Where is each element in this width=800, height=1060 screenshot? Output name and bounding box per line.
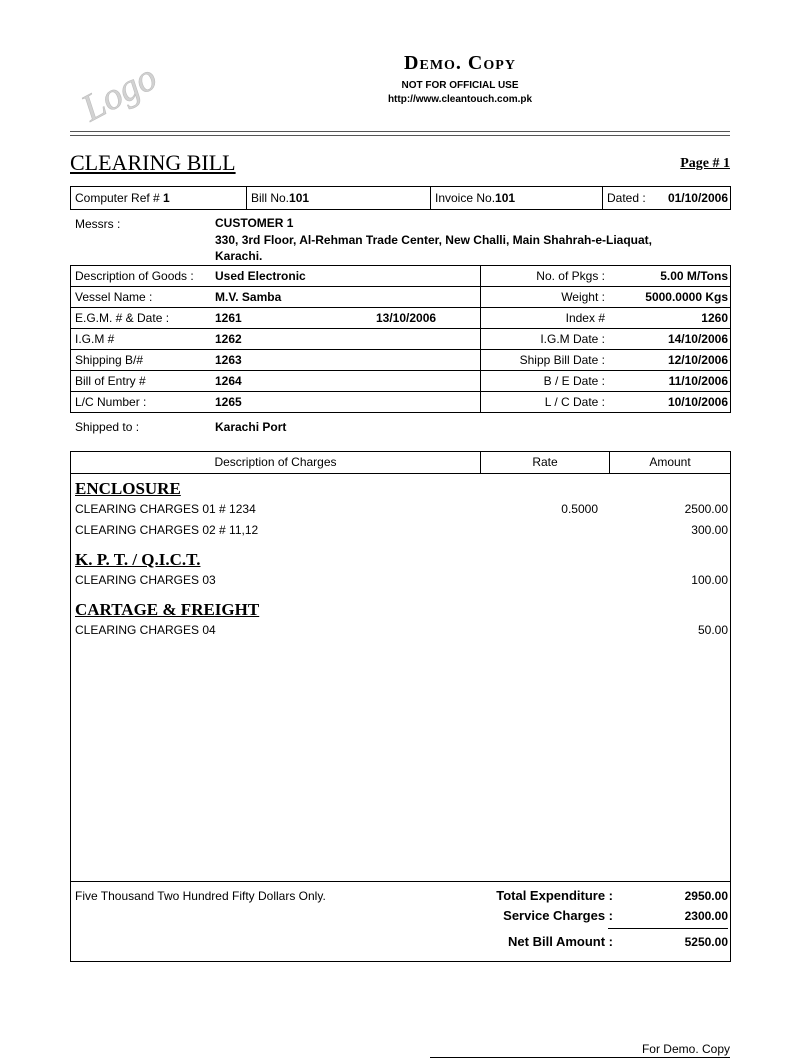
charge-description: CLEARING CHARGES 02 # 11,12 [75,523,259,537]
charge-amount: 50.00 [697,623,728,637]
service-charges-label: Service Charges : [503,908,613,923]
totals-underline [608,928,728,929]
goods-row-label: L/C Number : [75,395,147,409]
charge-section-title: K. P. T. / Q.I.C.T. [75,550,201,569]
total-expenditure-label: Total Expenditure : [496,888,613,903]
goods-row-right-value: 5.00 M/Tons [660,269,728,283]
goods-row-right-label: Index # [565,311,605,325]
goods-row-right-label: Shipp Bill Date : [519,353,605,367]
goods-row [71,287,730,308]
goods-row-secondary-value: 13/10/2006 [376,311,437,325]
page-number: Page # 1 [680,156,730,171]
signature-line [430,1057,730,1058]
goods-row [71,266,730,287]
goods-row-value: 1261 [215,311,242,325]
bill-no-cell [246,187,430,209]
charge-amount: 300.00 [691,523,728,537]
goods-row-right-label: No. of Pkgs : [536,269,605,283]
charge-rate: 0.5000 [561,502,598,516]
goods-row-value: 1264 [215,374,242,388]
goods-row-label: Description of Goods : [75,269,194,283]
header-amount: Amount [649,455,691,469]
bill-title: CLEARING BILL [70,150,236,175]
goods-row [71,392,730,412]
goods-row-label: I.G.M # [75,332,115,346]
header-divider [70,131,730,136]
header-divider-2 [609,452,610,473]
dated-cell [602,187,730,209]
goods-row-value: 1265 [215,395,242,409]
net-bill-value: 5250.00 [684,935,728,949]
goods-row [71,371,730,392]
goods-row-label: Shipping B/# [75,353,144,367]
goods-row [71,329,730,350]
goods-row-label: Vessel Name : [75,290,153,304]
goods-row [71,350,730,371]
reference-row [70,186,731,210]
demo-copy-title: Demo. Copy [404,52,516,74]
goods-row-label: Bill of Entry # [75,374,146,388]
computer-ref-cell [71,187,246,209]
goods-row-value: Used Electronic [215,269,306,283]
charge-description: CLEARING CHARGES 04 [75,623,216,637]
bill-no-value: 101 [289,191,310,205]
customer-address-line2: Karachi. [215,249,263,263]
goods-row-label: E.G.M. # & Date : [75,311,170,325]
svg-text:Logo: Logo [74,56,164,130]
goods-row-right-label: I.G.M Date : [540,332,605,346]
goods-row-value: 1262 [215,332,242,346]
customer-name: CUSTOMER 1 [215,216,294,230]
charge-description: CLEARING CHARGES 03 [75,573,216,587]
company-url: http://www.cleantouch.com.pk [387,94,533,105]
invoice-no-label: Invoice No. [435,191,496,205]
computer-ref-label: Computer Ref # [75,191,164,205]
goods-row-value: M.V. Samba [215,290,282,304]
header-rate: Rate [532,455,558,469]
logo [72,56,164,130]
goods-row-right-label: Weight : [561,290,605,304]
not-official-notice: NOT FOR OFFICIAL USE [401,80,519,91]
charges-table [70,451,731,962]
service-charges-value: 2300.00 [684,909,728,923]
goods-row-right-value: 12/10/2006 [667,353,728,367]
computer-ref-value: 1 [163,191,170,205]
dated-value: 01/10/2006 [667,191,728,205]
charges-header-row [71,452,730,474]
total-expenditure-value: 2950.00 [684,889,728,903]
goods-details-table [70,265,731,413]
charge-amount: 2500.00 [684,502,728,516]
bill-no-label: Bill No. [251,191,290,205]
goods-row-right-value: 10/10/2006 [667,395,728,409]
goods-row-right-value: 5000.0000 Kgs [645,290,728,304]
shipped-to-label: Shipped to : [75,420,140,434]
goods-row-right-value: 1260 [701,311,728,325]
goods-row-right-label: B / E Date : [543,374,605,388]
goods-row-right-value: 14/10/2006 [667,332,728,346]
dated-label: Dated : [607,191,646,205]
goods-row-right-value: 11/10/2006 [668,374,728,388]
amount-in-words: Five Thousand Two Hundred Fifty Dollars Only. [75,889,326,903]
signature-label: For Demo. Copy [641,1042,730,1056]
goods-row [71,308,730,329]
header-description: Description of Charges [214,455,337,469]
charge-description: CLEARING CHARGES 01 # 1234 [75,502,256,516]
charge-section-title: ENCLOSURE [75,479,181,498]
goods-row-value: 1263 [215,353,242,367]
charge-amount: 100.00 [691,573,728,587]
net-bill-label: Net Bill Amount : [508,934,613,949]
invoice-no-value: 101 [495,191,516,205]
shipped-to-value: Karachi Port [215,420,287,434]
goods-row-right-label: L / C Date : [544,395,605,409]
header-divider-1 [480,452,481,473]
charge-section-title: CARTAGE & FREIGHT [75,600,260,619]
totals-divider [71,881,730,882]
messrs-label: Messrs : [75,217,121,231]
invoice-no-cell [430,187,602,209]
customer-address-line1: 330, 3rd Floor, Al-Rehman Trade Center, New Challi, Main Shahrah-e-Liaquat, [215,233,652,247]
